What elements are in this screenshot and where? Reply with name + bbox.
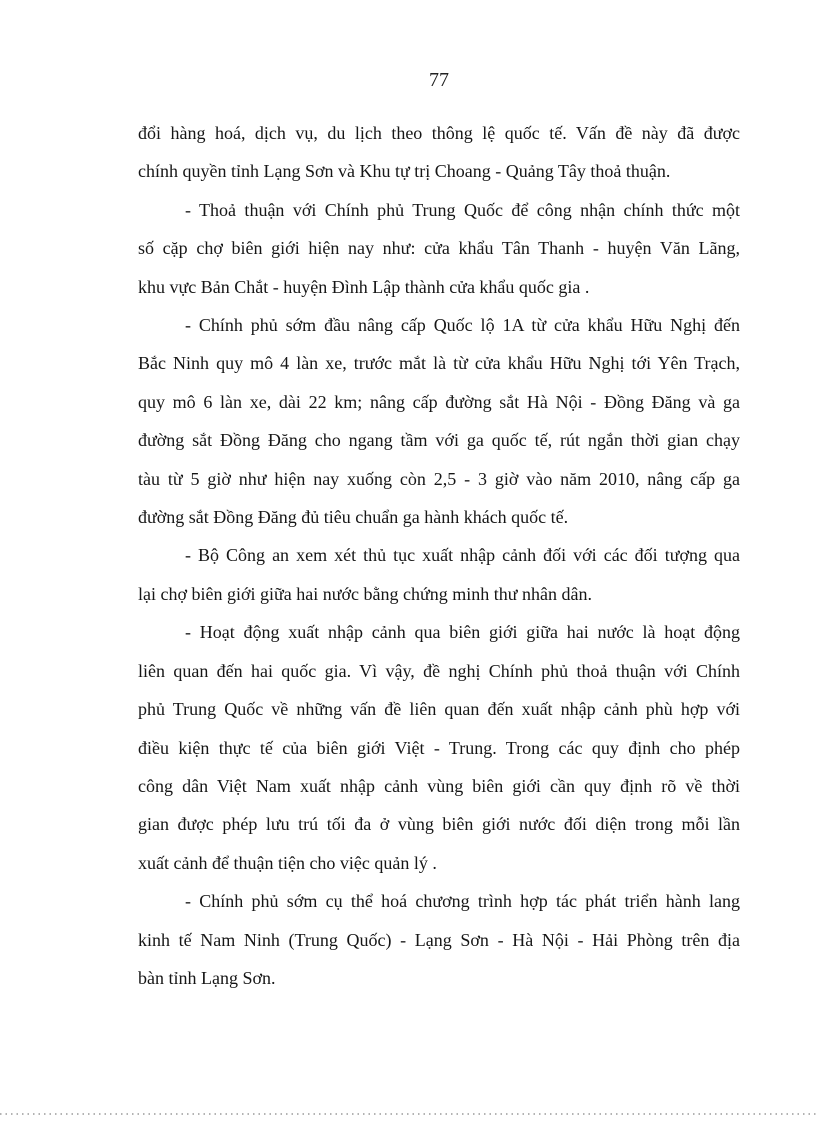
text-line: - Hoạt động xuất nhập cảnh qua biên giới giữa hai nước là hoạt động: [185, 622, 740, 643]
text-line: khu vực Bản Chắt - huyện Đình Lập thành cửa khẩu quốc gia .: [138, 276, 590, 297]
text-line: gian được phép lưu trú tối đa ở vùng biên giới nước đối diện trong mỗi lần: [138, 814, 740, 835]
text-line: xuất cảnh để thuận tiện cho việc quản lý .: [138, 852, 437, 873]
text-line: kinh tế Nam Ninh (Trung Quốc) - Lạng Sơn - Hà Nội - Hải Phòng trên địa: [138, 929, 740, 950]
text-line: - Chính phủ sớm đầu nâng cấp Quốc lộ 1A từ cửa khẩu Hữu Nghị đến: [185, 315, 740, 336]
page-number: 77: [429, 69, 449, 91]
page-body: [138, 114, 740, 997]
text-line: - Chính phủ sớm cụ thể hoá chương trình hợp tác phát triển hành lang: [185, 891, 740, 912]
text-line: bàn tỉnh Lạng Sơn.: [138, 967, 276, 988]
text-line: số cặp chợ biên giới hiện nay như: cửa khẩu Tân Thanh - huyện Văn Lãng,: [138, 238, 740, 259]
text-line: tàu từ 5 giờ như hiện nay xuống còn 2,5 - 3 giờ vào năm 2010, nâng cấp ga: [138, 468, 740, 489]
text-line: quy mô 6 làn xe, dài 22 km; nâng cấp đường sắt Hà Nội - Đồng Đăng và ga: [138, 391, 740, 412]
text-line: phủ Trung Quốc về những vấn đề liên quan đến xuất nhập cảnh phù hợp với: [138, 699, 740, 720]
text-line: điều kiện thực tế của biên giới Việt - Trung. Trong các quy định cho phép: [138, 737, 740, 758]
text-line: đường sắt Đồng Đăng cho ngang tầm với ga quốc tế, rút ngắn thời gian chạy: [138, 430, 740, 451]
text-line: công dân Việt Nam xuất nhập cảnh vùng biên giới cần quy định rõ về thời: [138, 775, 740, 796]
text-line: - Bộ Công an xem xét thủ tục xuất nhập cảnh đối với các đối tượng qua: [185, 545, 740, 566]
text-line: đổi hàng hoá, dịch vụ, du lịch theo thông lệ quốc tế. Vấn đề này đã được: [138, 123, 740, 143]
text-line: đường sắt Đồng Đăng đủ tiêu chuẩn ga hành khách quốc tế.: [138, 507, 569, 528]
page-bottom-dotted-rule: [0, 1113, 816, 1115]
text-line: - Thoả thuận với Chính phủ Trung Quốc để công nhận chính thức một: [185, 199, 740, 220]
text-line: chính quyền tỉnh Lạng Sơn và Khu tự trị Choang - Quảng Tây thoả thuận.: [138, 161, 671, 182]
text-line: Bắc Ninh quy mô 4 làn xe, trước mắt là từ cửa khẩu Hữu Nghị tới Yên Trạch,: [138, 353, 740, 374]
text-line: liên quan đến hai quốc gia. Vì vậy, đề nghị Chính phủ thoả thuận với Chính: [138, 660, 740, 681]
text-line: lại chợ biên giới giữa hai nước bằng chứng minh thư nhân dân.: [138, 583, 592, 604]
